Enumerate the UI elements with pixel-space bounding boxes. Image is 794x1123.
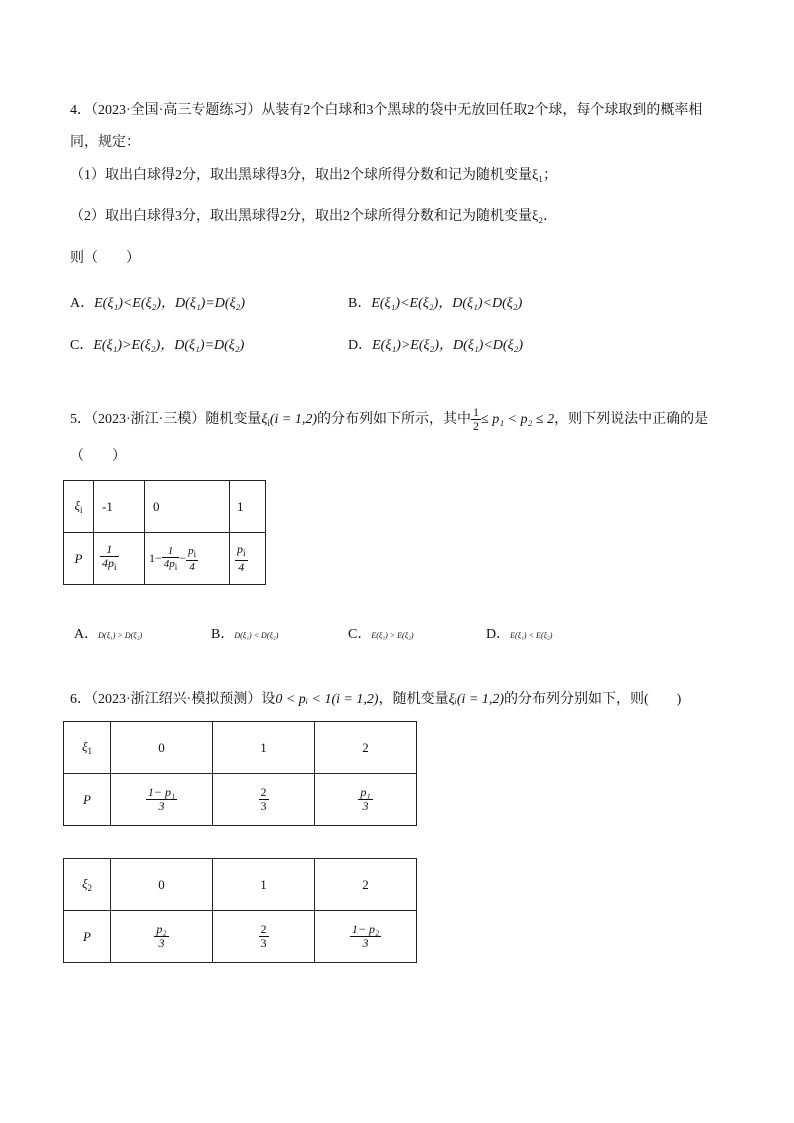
q5-option-a[interactable]: A．D(ξ₁) > D(ξ₂) <box>74 627 143 642</box>
q6-t2-p-label: P <box>64 911 111 963</box>
q6-t1-p-label: P <box>64 774 111 826</box>
q6-table-xi2 <box>63 858 417 963</box>
q5-option-d[interactable]: D．E(ξ₁) < E(ξ₂) <box>486 627 553 642</box>
q6-t2-prob: $\frac{\text{1− p₂}}{3}$ <box>315 911 417 963</box>
q6-t2-label: $\xi_2$ <box>64 859 111 911</box>
q5-paren: （ ） <box>70 449 126 464</box>
q6-t1-prob: $\frac{\text{1− p₁}}{3}$ <box>111 774 213 826</box>
q5-row-label-p: P <box>64 533 94 585</box>
q4-option-a[interactable]: A．E(ξ₁)<E(ξ₂)，D(ξ₁)=D(ξ₂) <box>70 296 246 311</box>
q6-t1-prob: $\frac{\text{p₁}}{3}$ <box>315 774 417 826</box>
q6-t2-value: 2 <box>315 859 417 911</box>
q5-option-c[interactable]: C．E(ξ₁) > E(ξ₂) <box>348 627 414 642</box>
q5-prob-cell: $\frac{1}{4p_i}$ <box>94 533 145 585</box>
q6-t2-value: 1 <box>213 859 315 911</box>
q4-then: 则（ ） <box>70 251 140 266</box>
q6-t2-value: 0 <box>111 859 213 911</box>
q6-table-xi1 <box>63 721 417 826</box>
q4-condition-1: （1）取出白球得2分，取出黑球得3分，取出2个球所得分数和记为随机变量ξ₁； <box>70 168 558 183</box>
q6-t1-value: 0 <box>111 722 213 774</box>
q4-option-d[interactable]: D．E(ξ₁)>E(ξ₂)，D(ξ₁)<D(ξ₂) <box>348 338 524 353</box>
q4-stem-line2: 同，规定： <box>70 135 140 150</box>
q5-value-cell: 0 <box>145 481 230 533</box>
q6-t2-prob: $\frac{\text{p₂}}{3}$ <box>111 911 213 963</box>
q5-prob-cell: $\frac{p_i}{4}$ <box>230 533 266 585</box>
q6-stem: 6．（2023·浙江绍兴·模拟预测）设0 < pᵢ < 1(i = 1,2)，随机变量ξᵢ(i = 1,2)的分布列分别如下，则( ) <box>70 692 682 707</box>
q5-stem: 5．（2023·浙江·三模）随机变量$\xi_i(i = 1,2)$的分布列如下所示，其中 $\frac{1}{2}$ ≤ p₁ < p₂ ≤ 2，则下列说法中正确的是 <box>70 405 709 434</box>
q4-stem-line1: 4．（2023·全国·高三专题练习）从装有2个白球和3个黑球的袋中无放回任取2个球，每个球取到的概率相 <box>70 103 703 118</box>
q5-distribution-table <box>63 480 266 585</box>
q5-prob-cell: 1− $\frac{1}{4p_i}$ − $\frac{p_i}{4}$ <box>145 533 230 585</box>
q4-option-b[interactable]: B．E(ξ₁)<E(ξ₂)，D(ξ₁)<D(ξ₂) <box>348 296 523 311</box>
q4-condition-2: （2）取出白球得3分，取出黑球得2分，取出2个球所得分数和记为随机变量ξ₂． <box>70 209 558 224</box>
q4-option-c[interactable]: C．E(ξ₁)>E(ξ₂)，D(ξ₁)=D(ξ₂) <box>70 338 245 353</box>
q5-row-label-xi: $\xi_i$ <box>64 481 94 533</box>
q6-t1-value: 2 <box>315 722 417 774</box>
q6-t2-prob: $\frac{2}{3}$ <box>213 911 315 963</box>
q5-value-cell: -1 <box>94 481 145 533</box>
q6-t1-prob: $\frac{2}{3}$ <box>213 774 315 826</box>
q5-option-b[interactable]: B．D(ξ₁) < D(ξ₂) <box>211 627 279 642</box>
q6-t1-value: 1 <box>213 722 315 774</box>
q5-value-cell: 1 <box>230 481 266 533</box>
q6-t1-label: $\xi_1$ <box>64 722 111 774</box>
q5-half-fraction: $\frac{1}{2}$ <box>473 405 480 434</box>
